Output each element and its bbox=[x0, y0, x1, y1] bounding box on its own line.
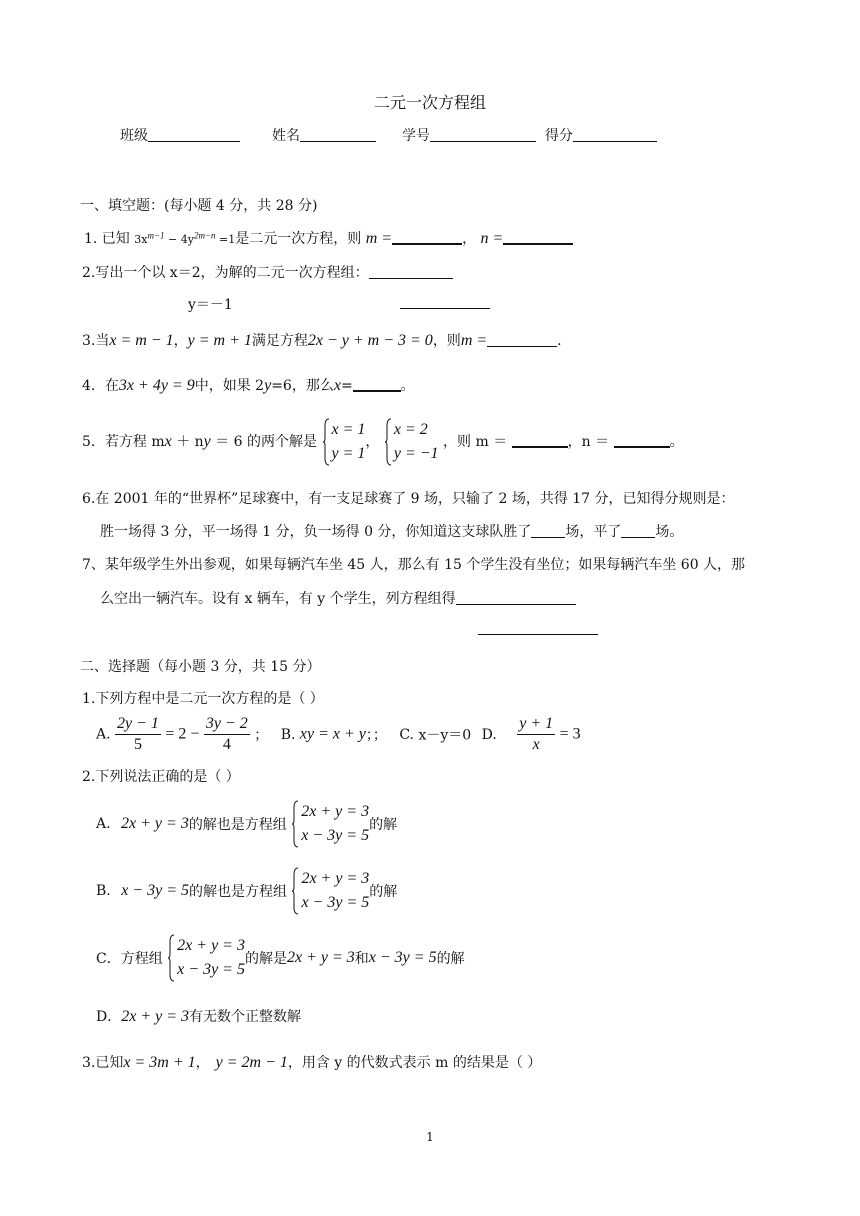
choice-option-b: B. x − 3y = 5的解也是方程组 2x + y = 3 x − 3y = 5 的解 bbox=[96, 867, 397, 915]
student-id-field: 学号 bbox=[402, 125, 536, 145]
equation-system: x = 1 y = 1 bbox=[322, 418, 366, 466]
page-title: 二元一次方程组 bbox=[373, 93, 486, 112]
section-choice-heading: 二、选择题（每小题 3 分，共 15 分） bbox=[80, 659, 321, 675]
choice-option-a: A. 2x + y = 3的解也是方程组 2x + y = 3 x − 3y = 5 的解 bbox=[96, 800, 397, 848]
fill-question-7-line2: 么空出一辆汽车。设有 x 辆车，有 y 个学生，列方程组得 bbox=[100, 588, 576, 608]
equation-system: 2x + y = 3 x − 3y = 5 bbox=[167, 934, 245, 982]
fill-question-2-line2: y＝－1 bbox=[188, 297, 233, 313]
choice-question-2: 2.下列说法正确的是（ ） bbox=[82, 769, 240, 785]
answer-blank bbox=[478, 620, 598, 637]
fill-question-6-line2: 胜一场得 3 分，平一场得 1 分，负一场得 0 分，你知道这支球队胜了 场，平了 场。 bbox=[100, 524, 684, 540]
choice-question-3: 3.已知x = 3m + 1， y = 2m − 1，用含 y 的代数式表示 m 的结果是（ ） bbox=[82, 1054, 542, 1071]
fill-question-1: 1. 已知 $3x^{m-1} - 4y^{2m-n} =1$是二元一次方程，则 m = ， n = bbox=[84, 228, 573, 248]
fill-question-7: 7、某年级学生外出参观，如果每辆汽车坐 45 人，那么有 15 个学生没有坐位；如果每辆汽车坐 60 人，那 bbox=[82, 557, 746, 573]
choice-question-1-options: A. $\frac{2y - 1}{5}$ = 2 − $\frac{3y - 2}{4}$ ； B. xy = x + y；； C. x－y＝0 D. $\frac{y + 1}{x}$ = 3 bbox=[96, 715, 581, 753]
fill-question-3: 3.当x = m − 1，y = m + 1满足方程2x − y + m − 3 = 0，则m = . bbox=[82, 332, 562, 349]
fill-question-5: 5．若方程 mx ＋ ny ＝ 6 的两个解是 x = 1 y = 1 ， x = 2 y = −1 ，则 m ＝ ，n ＝ 。 bbox=[82, 418, 684, 466]
equation-system: x = 2 y = −1 bbox=[384, 418, 439, 466]
answer-blank bbox=[400, 294, 490, 311]
choice-question-1: 1.下列方程中是二元一次方程的是（ ） bbox=[82, 691, 324, 707]
fill-question-2: 2.写出一个以 x＝2，为解的二元一次方程组： bbox=[82, 262, 453, 282]
fill-question-6: 6.在 2001 年的“世界杯”足球赛中，有一支足球赛了 9 场，只输了 2 场，共得 17 分，已知得分规则是： bbox=[82, 491, 735, 507]
fill-question-4: 4．在3x + 4y = 9中，如果 2y=6，那么x= 。 bbox=[82, 377, 415, 394]
equation-system: 2x + y = 3 x − 3y = 5 bbox=[291, 867, 369, 915]
equation-system: 2x + y = 3 x − 3y = 5 bbox=[291, 800, 369, 848]
page-number: 1 bbox=[426, 1130, 434, 1144]
choice-option-d: D．2x + y = 3有无数个正整数解 bbox=[96, 1008, 302, 1025]
class-field: 班级 bbox=[120, 125, 240, 145]
choice-option-c: C．方程组 2x + y = 3 x − 3y = 5 的解是2x + y = 3和x − 3y = 5的解 bbox=[96, 934, 465, 982]
score-field: 得分 bbox=[545, 125, 657, 145]
name-field: 姓名 bbox=[272, 125, 376, 145]
section-fill-in-heading: 一、填空题：(每小题 4 分，共 28 分) bbox=[80, 198, 318, 214]
